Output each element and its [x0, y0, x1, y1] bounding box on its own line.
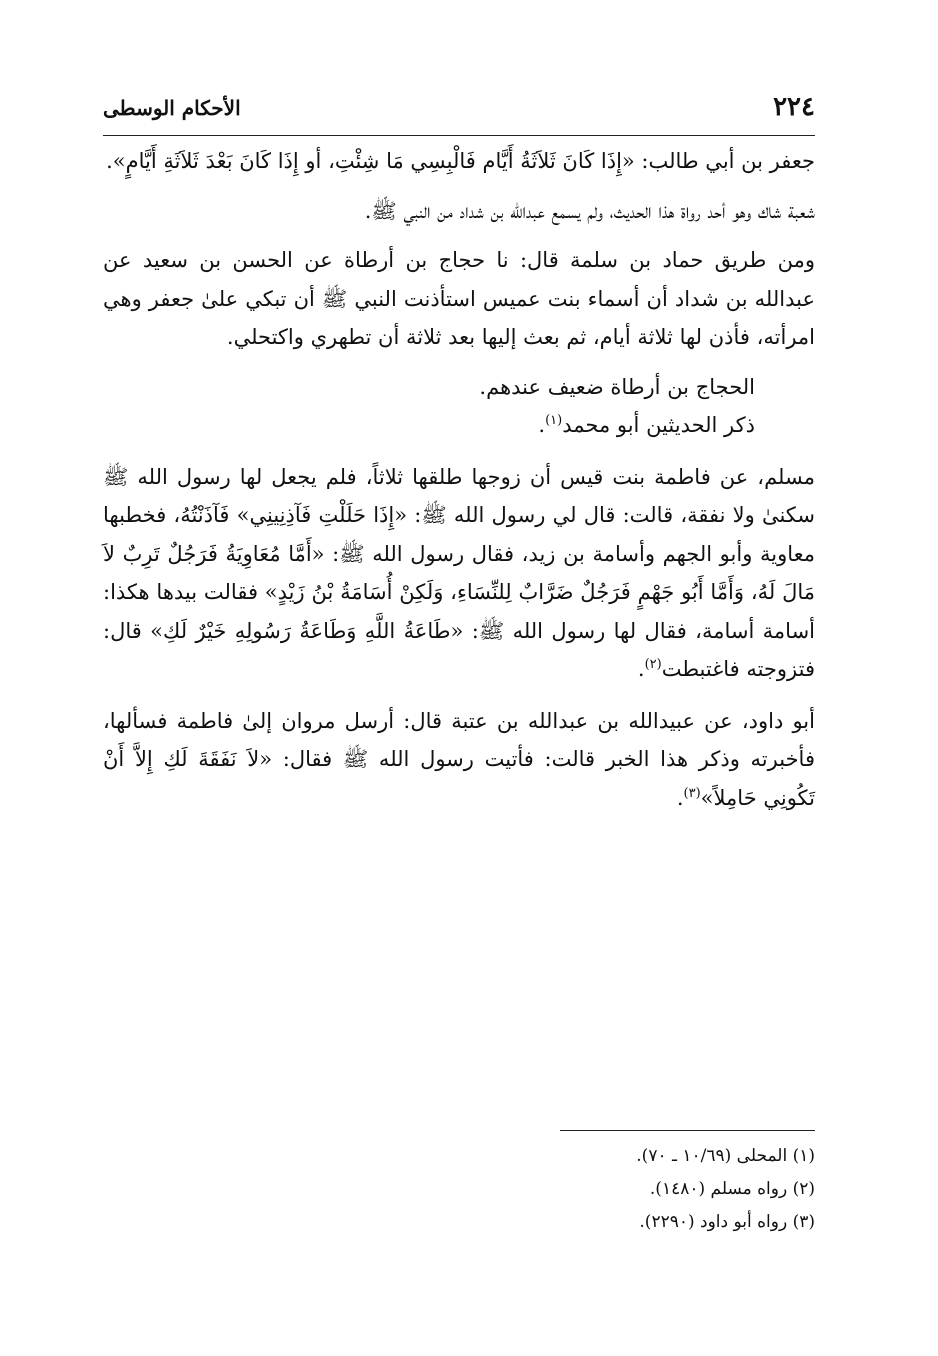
- page-number: ٢٢٤: [773, 92, 815, 122]
- paragraph-5-text: ذكر الحديثين أبو محمد: [562, 413, 755, 437]
- footnote-1: (١) المحلى (١٠/٦٩ ـ ٧٠).: [636, 1146, 815, 1166]
- paragraph-5-end: .: [538, 413, 546, 437]
- footnote-ref-2: (٢): [644, 657, 662, 672]
- footnote-3: (٣) رواه أبو داود (٢٢٩٠).: [639, 1212, 815, 1232]
- paragraph-7-end: .: [676, 785, 684, 810]
- paragraph-7-text: أبو داود، عن عبيدالله بن عبدالله بن عتبة قال: أرسل مروان إلىٰ فاطمة فسألها، فأخبرته وذكر هذا الخبر قالت: فأتيت رسول الله ﷺ فقال: «لاَ نَفَقَةَ لَكِ إِلاَّ أَنْ تَكُونِي حَامِلاً»: [103, 708, 815, 810]
- footnote-2: (٢) رواه مسلم (١٤٨٠).: [649, 1179, 815, 1199]
- paragraph-5: [103, 406, 815, 445]
- paragraph-7: [103, 702, 815, 818]
- footnotes: [103, 1140, 815, 1239]
- header-rule: [103, 135, 815, 136]
- paragraph-6: [103, 458, 815, 689]
- paragraph-1: جعفر بن أبي طالب: «إِذَا كَانَ ثَلاَثَةُ أَيَّام فَالْبِسِي مَا شِئْتِ، أو إِذَا كَانَ بَعْدَ ثَلاَثَةِ أَيَّامٍ».: [106, 149, 815, 173]
- paragraph-4: الحجاج بن أرطاة ضعيف عندهم.: [479, 374, 755, 399]
- paragraph-2: شعبة شاك وهو أحد رواة هذا الحديث، ولم يسمع عبدالله بن شداد من النبي ﷺ.: [364, 198, 815, 223]
- page-header: [103, 86, 815, 134]
- footnote-ref-1: (١): [545, 413, 563, 428]
- footnote-ref-3: (٣): [683, 785, 701, 801]
- paragraph-6-text: مسلم، عن فاطمة بنت قيس أن زوجها طلقها ثلاثاً، فلم يجعل لها رسول الله ﷺ سكنىٰ ولا نفقة، قالت: قال لي رسول الله ﷺ: «إِذَا حَلَلْتِ فَآذِنِينِي» فَآذَنْتُهُ، فخطبها معاوية وأبو الجهم وأسامة بن زيد، فقال رسول الله ﷺ: «أَمَّا مُعَاوِيَةُ فَرَجُلٌ تَرِبٌ لاَ مَالَ لَهُ، وَأَمَّا أَبُو جَهْمٍ فَرَجُلٌ ضَرَّابٌ لِلنِّسَاءِ، وَلَكِنْ أُسَامَةُ بْنُ زَيْدٍ» فقالت بيدها هكذا: أسامة أسامة، فقال لها رسول الله ﷺ: «طَاعَةُ اللَّهِ وَطَاعَةُ رَسُولِهِ خَيْرٌ لَكِ» قال: فتزوجته فاغتبطت: [103, 464, 815, 681]
- paragraph-3: ومن طريق حماد بن سلمة قال: نا حجاج بن أرطاة عن الحسن بن سعيد عن عبدالله بن شداد أن أسماء بنت عميس استأذنت النبي ﷺ أن تبكي علىٰ جعفر وهي امرأته، فأذن لها ثلاثة أيام، ثم بعث إليها بعد ثلاثة أن تطهري واكتحلي.: [103, 248, 815, 349]
- running-title: الأحكام الوسطى: [103, 96, 241, 120]
- body-text: [103, 142, 815, 817]
- footnote-rule: [560, 1130, 815, 1131]
- paragraph-6-end: .: [637, 657, 645, 681]
